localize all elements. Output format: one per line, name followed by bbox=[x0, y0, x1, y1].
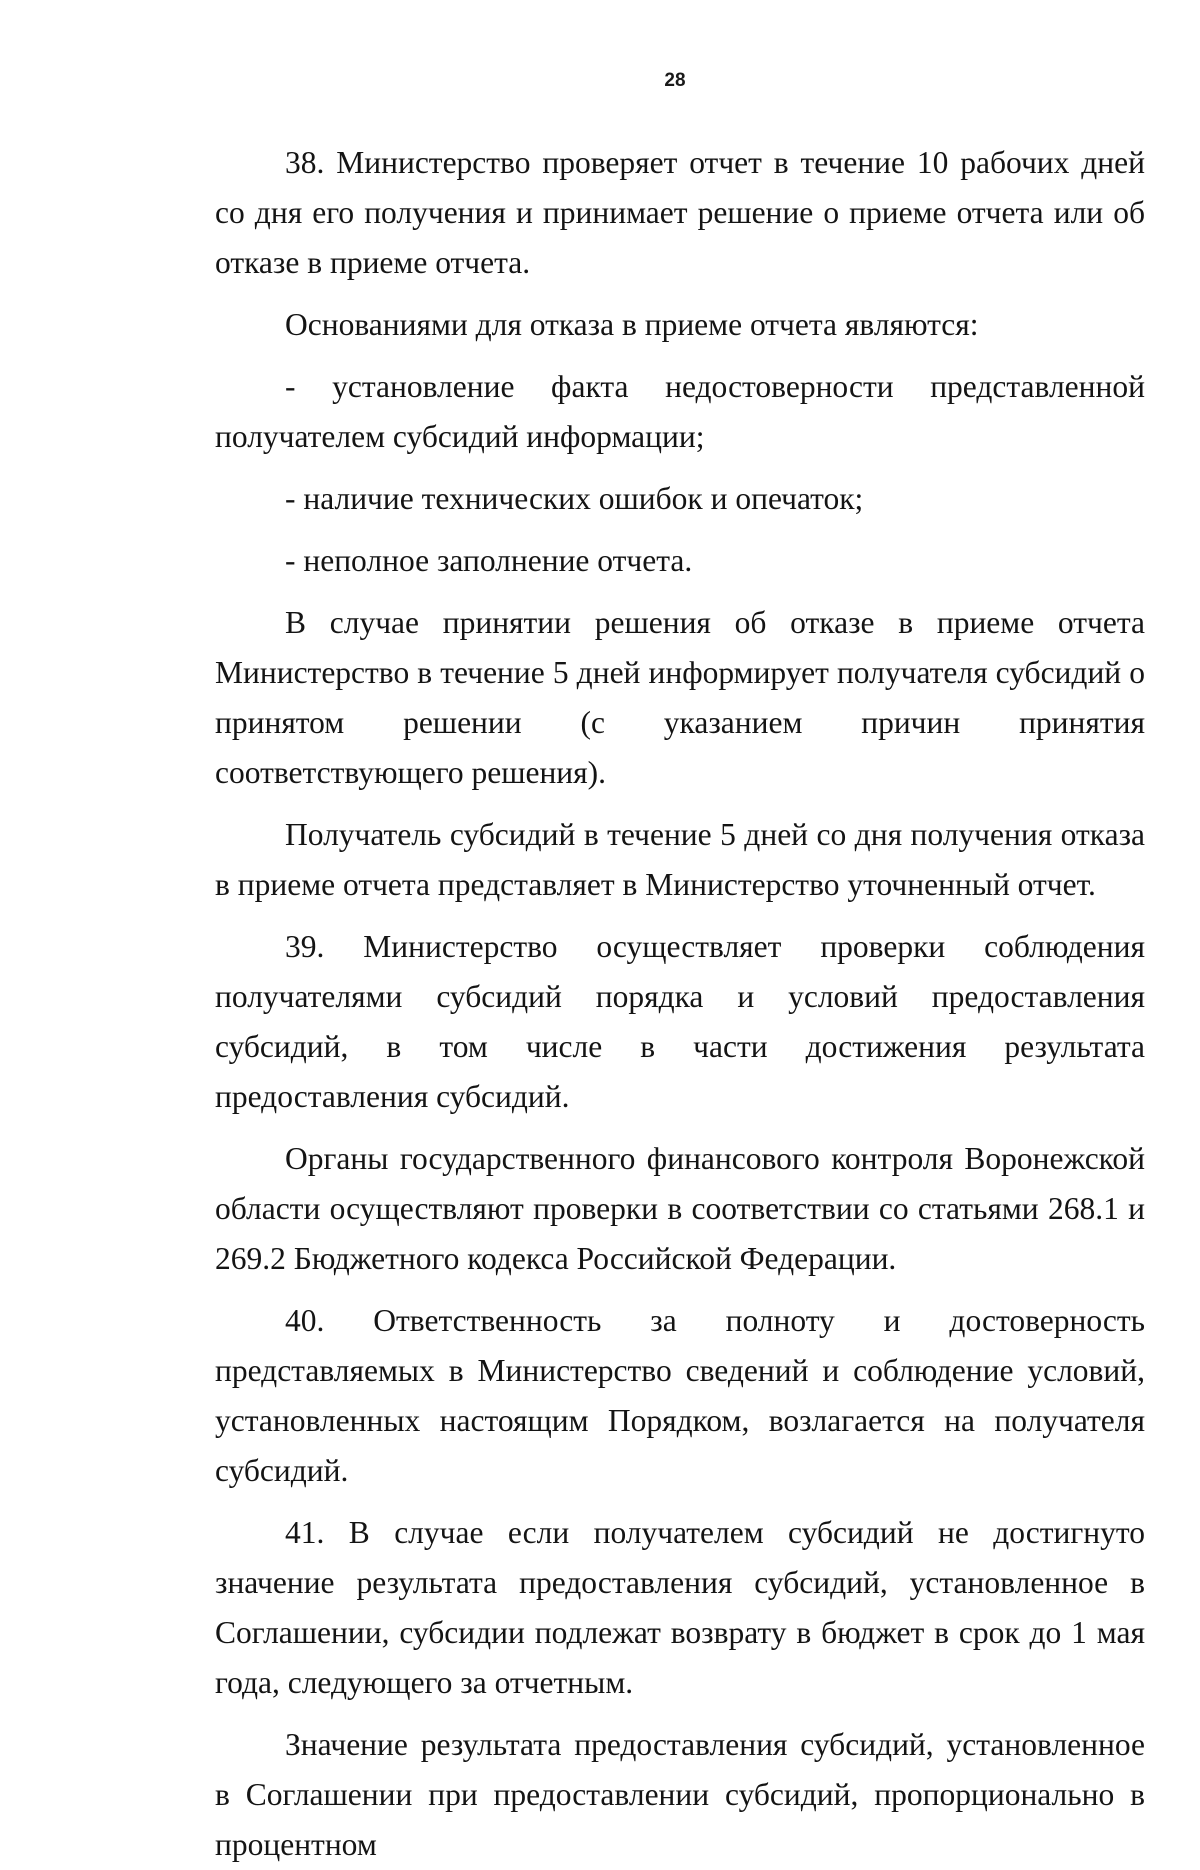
paragraph-39: 39. Министерство осуществляет проверки соблюдения получателями субсидий порядка и условий предоставления субсидий, в том числе в части достижения результата предоставления субсидий. bbox=[215, 929, 1145, 1114]
list-item-unreliable-info: - установление факта недостоверности представленной получателем субсидий информации; bbox=[215, 369, 1145, 454]
list-item-technical-errors: - наличие технических ошибок и опечаток; bbox=[285, 481, 864, 516]
paragraph-refusal-grounds: Основаниями для отказа в приеме отчета являются: bbox=[285, 307, 979, 342]
paragraph-41: 41. В случае если получателем субсидий не достигнуто значение результата предоставления субсидий, установленное в Соглашении, субсидии подлежат возврату в бюджет в срок до 1 мая года, следующего за отчетным. bbox=[215, 1515, 1145, 1700]
paragraph-38: 38. Министерство проверяет отчет в течение 10 рабочих дней со дня его получения и принимает решение о приеме отчета или об отказе в приеме отчета. bbox=[215, 145, 1145, 280]
paragraph-corrected-report: Получатель субсидий в течение 5 дней со дня получения отказа в приеме отчета представляет в Министерство уточненный отчет. bbox=[215, 817, 1145, 902]
paragraph-result-value: Значение результата предоставления субсидий, установленное в Соглашении при предоставлении субсидий, пропорционально в процентном bbox=[215, 1727, 1145, 1862]
paragraph-refusal-notice: В случае принятии решения об отказе в приеме отчета Министерство в течение 5 дней информирует получателя субсидий о принятом решении (с указанием причин принятия соответствующего решения). bbox=[215, 605, 1145, 790]
list-item-incomplete-report: - неполное заполнение отчета. bbox=[285, 543, 693, 578]
page-number: 28 bbox=[664, 70, 686, 91]
paragraph-40: 40. Ответственность за полноту и достоверность представляемых в Министерство сведений и соблюдение условий, установленных настоящим Порядком, возлагается на получателя субсидий. bbox=[215, 1303, 1145, 1488]
document-body bbox=[215, 138, 1145, 1870]
paragraph-financial-control: Органы государственного финансового контроля Воронежской области осуществляют проверки в соответствии со статьями 268.1 и 269.2 Бюджетного кодекса Российской Федерации. bbox=[215, 1141, 1145, 1276]
